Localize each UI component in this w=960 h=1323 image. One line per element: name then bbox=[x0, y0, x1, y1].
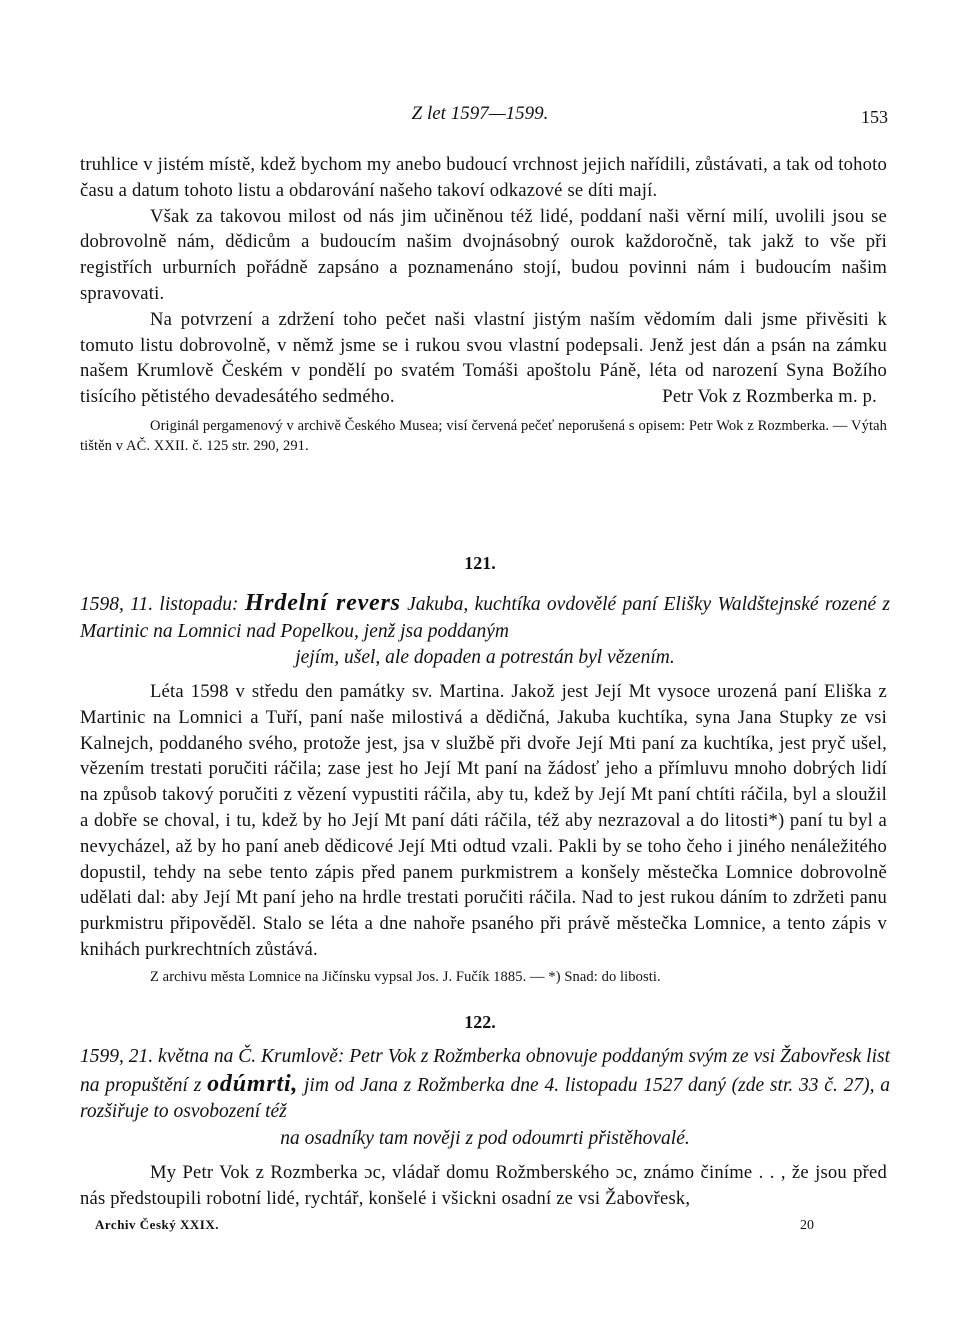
paragraph: My Petr Vok z Rozmberka ɔc, vládař domu Rožmberského ɔc, známo činíme . . , že jsou před nás předstoupili robotní lidé, rychtář, konšelé i všickni osadní ze vsi Žabovřesk, bbox=[80, 1162, 887, 1209]
document-heading bbox=[80, 590, 890, 672]
heading-date: 1598, 11. listopadu: bbox=[80, 594, 239, 615]
paragraph bbox=[80, 307, 887, 410]
document-number: 121. bbox=[464, 553, 496, 573]
signature: Petr Vok z Rozmberka m. p. bbox=[662, 386, 877, 408]
footer-sheet-number: 20 bbox=[800, 1218, 814, 1233]
page-number: 153 bbox=[861, 107, 888, 127]
heading-last-line: jejím, ušel, ale dopaden a potrestán byl vězením. bbox=[295, 647, 675, 668]
paragraph: truhlice v jistém místě, kdež bychom my anebo budoucí vrchnost jejich nařídili, zůstávati, a tak od tohoto času a datum tohoto listu a obdarování našeho takoví odkazové se díti mají. bbox=[80, 154, 887, 201]
paragraph: Léta 1598 v středu den památky sv. Martina. Jakož jest Její Mt vysoce urozená paní Eliška z Martinic na Lomnici a Tuří, paní naše milostivá a dědičná, Jakuba kuchtíka, syna Jana Stupky ze vsi Kalnejch, poddaného svého, protože jest, jsa v službě při dvoře Její Mti paní za kuchtíka, jest pryč ušel, vězením trestati poručiti ráčila; zase jest ho Její Mt paní na žádosť jeho a přímluvu mnoho dobrých lidí na způsob takový poručiti z vězení vypustiti ráčila, aby tu, kdež by Její Mt paní chtíti ráčila, byl a sloužil a dobře se choval, i tu, kdež by ho Její Mt paní dáti ráčila, též aby nezrazoval a do litosti*) paní tu byl a nevycházel, až by ho paní aneb dědicové Její Mti odtud vzali. Pakli by se toho čeho i jiného nenáležitého dopustil, tehdy na sebe tento zápis před panem purkmistrem a konšely městečka Lomnice dobrovolně udělati dal: aby Její Mt paní jeho na hrdle trestati poručiti ráčila. Nad to jest rukou dáním to zdržeti panu purkmistru připověděl. Stalo se léta a dne nahoře psaného při právě městečka Lomnice, a tento zápis v knihách purkrechtních zůstává. bbox=[80, 681, 887, 960]
heading-text: Jakuba, kuchtíka ovdovělé paní Elišky Waldštejnské rozené z Martinic na Lomnici nad Popelkou, jenž jsa poddaným bbox=[80, 594, 890, 642]
paragraph-text: Na potvrzení a zdržení toho pečet naši vlastní jistým naším vědomím dali jsme přivěsiti k tomuto listu dobrovolně, v němž jsme se i rukou svou vlastní podepsali. Jenž jest dán a psán na zámku našem Krumlově Českém v pondělí po svatém Tomáši apoštolu Páně, léta od narození Syna Božího tisícího pětistého devadesátého sedmého. bbox=[80, 308, 887, 408]
heading-text: 1599, 21. května na Č. Krumlově: Petr Vok z Rožmberka obnovuje poddaným svým ze vsi Žabovřesk list na propuštění z bbox=[80, 1046, 890, 1096]
source-note: Originál pergamenový v archivě Českého Musea; visí červená pečeť neporušená s opisem: Petr Wok z Rozmberka. — Výtah tištěn v AČ. XXII. č. 125 str. 290, 291. bbox=[80, 417, 887, 455]
paragraph: Však za takovou milost od nás jim učiněnou též lidé, poddaní naši věrní milí, uvolili jsou se dobrovolně nám, dědicům a budoucím našim dvojnásobný ourok každoročně, tak jakž to vše při registřích urburních pořádně zapsáno a poznamenáno stojí, budou povinni nám i budoucím našim spravovati. bbox=[80, 205, 887, 304]
continuation-section bbox=[80, 152, 887, 457]
heading-last-line: na osadníky tam nověji z pod odoumrti přistěhovalé. bbox=[280, 1127, 690, 1149]
footer-signature-mark: Archiv Český XXIX. bbox=[95, 1217, 219, 1232]
heading-text: jim od Jana z Rožmberka dne 4. listopadu 1527 daný (zde str. 33 č. 27), a rozšiřuje to osvobození též bbox=[80, 1074, 890, 1122]
document-body bbox=[80, 1160, 887, 1212]
heading-keyword: Hrdelní revers bbox=[244, 590, 401, 616]
document-number: 122. bbox=[464, 1012, 496, 1032]
document-heading bbox=[80, 1044, 890, 1152]
heading-keyword: odúmrti, bbox=[207, 1070, 299, 1097]
document-body bbox=[80, 679, 887, 987]
running-title: Z let 1597—1599. bbox=[411, 103, 549, 124]
source-note: Z archivu města Lomnice na Jičínsku vypsal Jos. J. Fučík 1885. — *) Snad: do libosti. bbox=[150, 968, 661, 985]
